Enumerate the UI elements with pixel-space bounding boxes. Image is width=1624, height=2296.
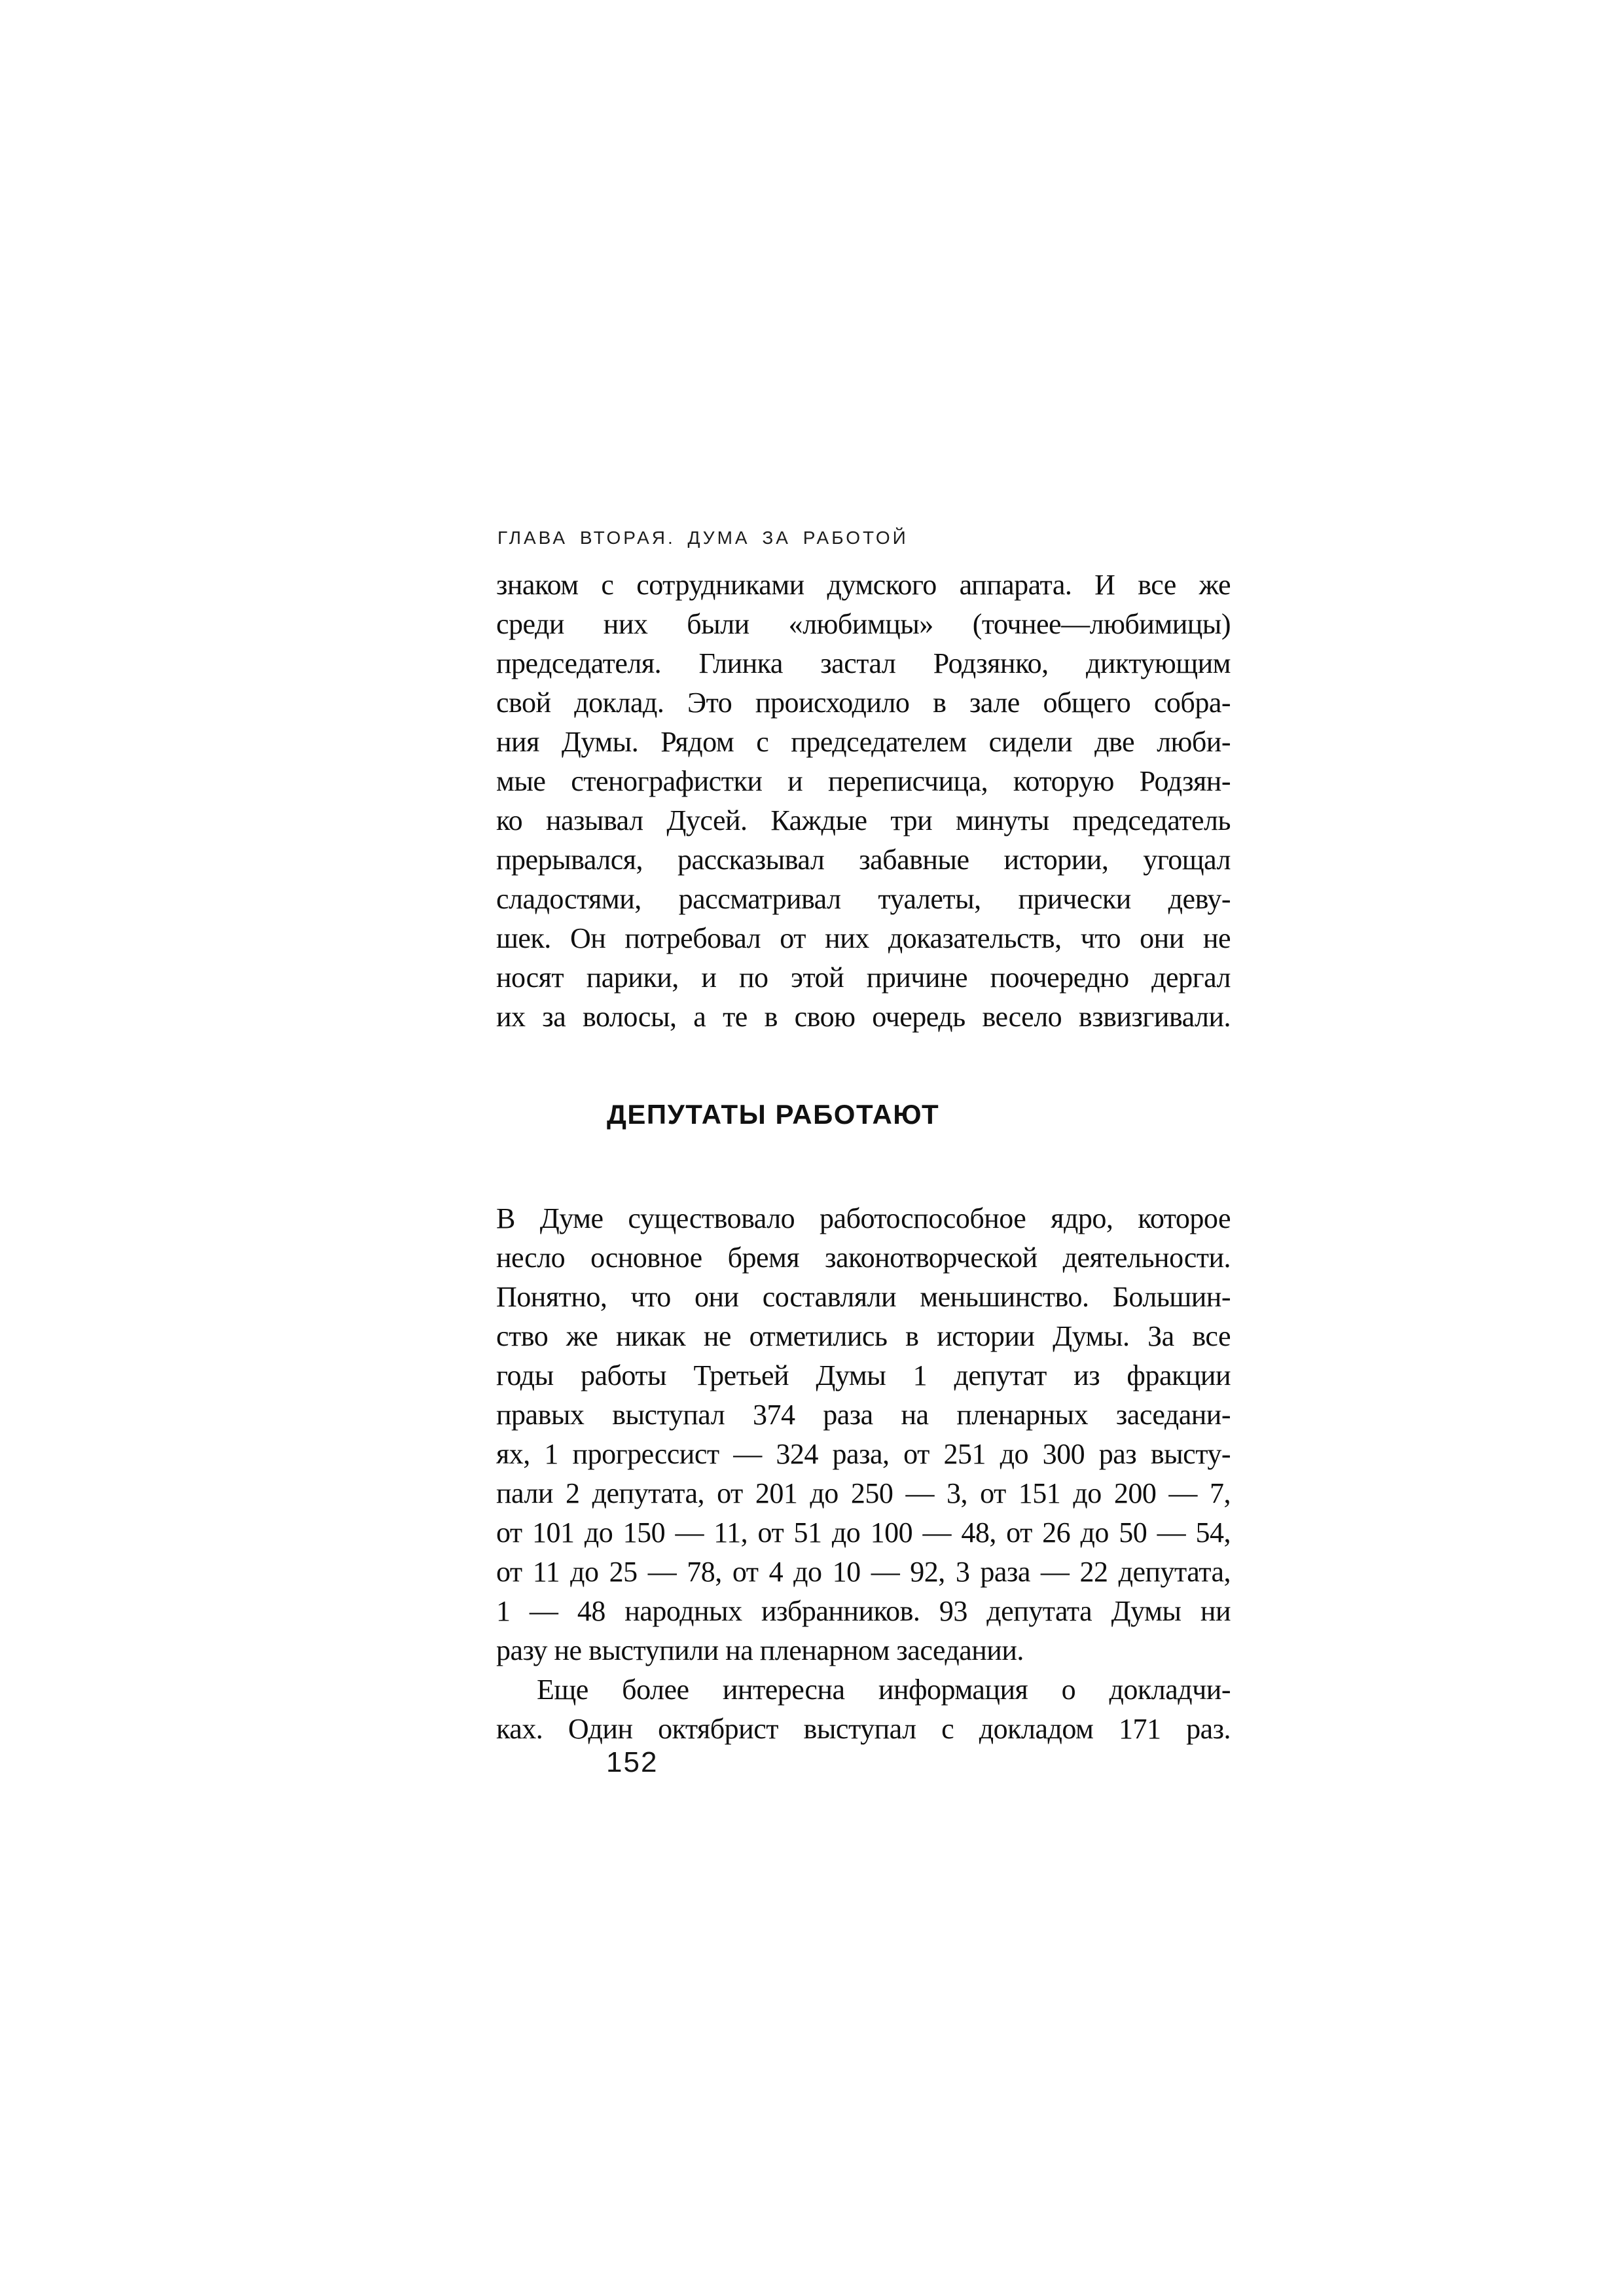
body-text-line: от 11 до 25 — 78, от 4 до 10 — 92, 3 раза — 22 депутата, <box>496 1556 1231 1588</box>
body-text-line: мые стенографистки и переписчица, которую Родзян- <box>496 765 1231 797</box>
body-text-line: носят парики, и по этой причине поочередно дергал <box>496 961 1231 994</box>
running-header: ГЛАВА ВТОРАЯ. ДУМА ЗА РАБОТОЙ <box>497 528 909 548</box>
paragraph-continuation <box>496 565 1231 1037</box>
body-text-line: свой доклад. Это происходило в зале общего собра- <box>496 687 1231 719</box>
body-text-line: разу не выступили на пленарном заседании. <box>496 1634 1024 1666</box>
body-text-line: 1 — 48 народных избранников. 93 депутата Думы ни <box>496 1595 1231 1627</box>
section-heading: ДЕПУТАТЫ РАБОТАЮТ <box>607 1099 940 1130</box>
text-column <box>496 565 1231 1749</box>
body-text-line: Еще более интересна информация о докладчи- <box>537 1674 1231 1706</box>
body-text-line: прерывался, рассказывал забавные истории, угощал <box>496 844 1231 876</box>
body-text-line: ко называл Дусей. Каждые три минуты председатель <box>496 804 1231 836</box>
body-text-line: годы работы Третьей Думы 1 депутат из фракции <box>496 1359 1231 1391</box>
paragraph-deputies-stats <box>496 1199 1231 1670</box>
body-text-line: их за волосы, а те в свою очередь весело взвизгивали. <box>496 1001 1231 1033</box>
body-text-line: ях, 1 прогрессист — 324 раза, от 251 до 300 раз высту- <box>496 1438 1231 1470</box>
body-text-line: председателя. Глинка застал Родзянко, диктующим <box>496 647 1231 679</box>
paragraph-speakers <box>496 1670 1231 1749</box>
body-text-line: знаком с сотрудниками думского аппарата. И все же <box>496 569 1231 601</box>
body-text-line: Понятно, что они составляли меньшинство. Большин- <box>496 1281 1231 1313</box>
body-text-line: шек. Он потребовал от них доказательств, что они не <box>496 922 1231 954</box>
body-text-line: В Думе существовало работоспособное ядро, которое <box>496 1202 1231 1234</box>
body-text-line: ках. Один октябрист выступал с докладом 171 раз. <box>496 1713 1231 1745</box>
body-text-line: ния Думы. Рядом с председателем сидели две люби- <box>496 726 1231 758</box>
body-text-line: правых выступал 374 раза на пленарных заседани- <box>496 1399 1231 1431</box>
body-text-line: ство же никак не отметились в истории Думы. За все <box>496 1320 1231 1352</box>
page-number: 152 <box>606 1746 659 1778</box>
body-text-line: пали 2 депутата, от 201 до 250 — 3, от 151 до 200 — 7, <box>496 1477 1231 1509</box>
body-text-line: от 101 до 150 — 11, от 51 до 100 — 48, от 26 до 50 — 54, <box>496 1516 1231 1549</box>
body-text-line: сладостями, рассматривал туалеты, прически деву- <box>496 883 1231 915</box>
body-text-line: среди них были «любимцы» (точнее—любимицы) <box>496 608 1231 640</box>
body-text-line: несло основное бремя законотворческой деятельности. <box>496 1242 1231 1274</box>
